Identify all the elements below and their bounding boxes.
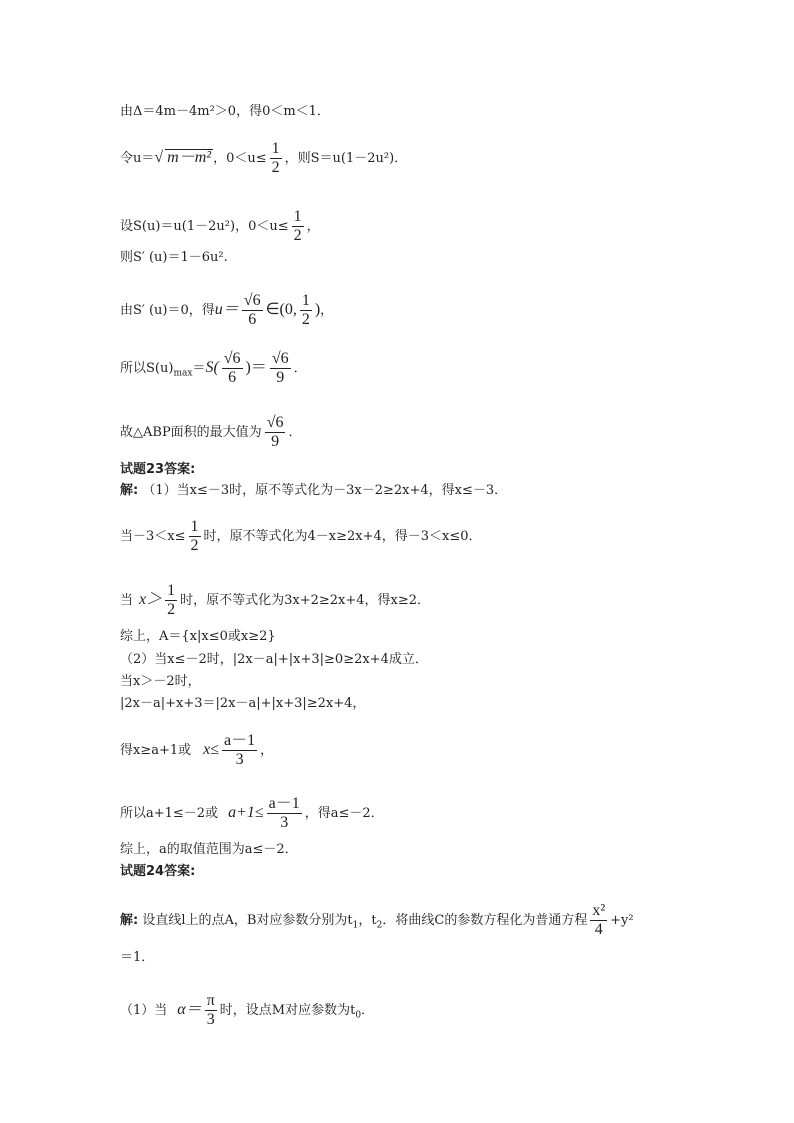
fraction xyxy=(267,795,302,832)
text-segment: 当 xyxy=(120,593,134,608)
numerator: 1 xyxy=(301,292,310,309)
text-line xyxy=(120,518,482,555)
text-segment: +y² xyxy=(610,913,634,928)
text-segment: 设S(u)＝u(1－2u²)，0＜u≤ xyxy=(120,219,289,234)
text-segment: ， xyxy=(306,219,320,234)
denominator: 2 xyxy=(301,311,310,328)
fraction xyxy=(292,208,304,245)
solution-label: 解: xyxy=(120,483,139,498)
section-heading: 试题23答案: xyxy=(120,462,196,477)
denominator: 3 xyxy=(206,1011,215,1028)
denominator: 2 xyxy=(167,601,176,618)
fraction xyxy=(165,582,177,619)
fraction xyxy=(242,292,263,329)
text-line xyxy=(120,414,301,451)
text-segment: ＝ xyxy=(192,361,206,376)
text-line xyxy=(120,140,407,177)
text-line xyxy=(120,902,634,939)
numerator: 1 xyxy=(293,208,302,225)
text-segment: 所以S(u) xyxy=(120,361,174,376)
text-segment: （1）当x≤－3时，原不等式化为－3x－2≥2x+4，得x≤－3． xyxy=(138,483,508,498)
numerator: √6 xyxy=(271,350,289,367)
fraction xyxy=(222,350,243,387)
text-segment: 时，设点M对应参数为t xyxy=(219,1003,356,1018)
text-line xyxy=(120,350,307,387)
text-line xyxy=(120,732,273,769)
radicand: m－m² xyxy=(167,149,212,166)
text-line: |2x－a|+x+3＝|2x－a|+|x+3|≥2x+4， xyxy=(120,696,366,711)
text-segment: 得x≥a+1或 xyxy=(120,743,192,758)
text-segment: ． xyxy=(361,1003,375,1018)
subscript: 2 xyxy=(376,920,383,931)
numerator: √6 xyxy=(223,350,241,367)
math-function: S( xyxy=(205,359,219,376)
text-line xyxy=(120,795,384,832)
text-line xyxy=(120,483,507,499)
numerator: x² xyxy=(592,902,606,919)
text-line: 综上，A＝{x|x≤0或x≥2} xyxy=(120,629,276,644)
math-expression: a+1≤ xyxy=(228,804,264,821)
numerator: 1 xyxy=(167,582,176,599)
numerator: √6 xyxy=(266,414,284,431)
text-segment: （1）当 xyxy=(120,1003,168,1018)
denominator: 9 xyxy=(276,369,285,386)
fraction xyxy=(205,992,217,1029)
text-segment: ． xyxy=(288,425,302,440)
fraction xyxy=(265,414,286,451)
fraction xyxy=(590,902,607,939)
text-segment: ， xyxy=(320,303,334,318)
math-symbol: ∈(0, xyxy=(265,301,297,318)
math-expression: x≤ xyxy=(203,741,220,758)
numerator: √6 xyxy=(243,292,261,309)
numerator: π xyxy=(206,992,215,1009)
text-segment: 所以a+1≤－2或 xyxy=(120,806,219,821)
text-segment: 时，原不等式化为4－x≥2x+4，得－3＜x≤0． xyxy=(203,529,482,544)
sqrt-expression: √ m－m² xyxy=(154,149,212,166)
text-line: 则S′ (u)＝1－6u². xyxy=(120,250,228,265)
subscript: 1 xyxy=(352,920,359,931)
text-segment: 设直线l上的点A，B对应参数分别为t xyxy=(138,913,353,928)
fraction xyxy=(270,140,282,177)
text-line: 由Δ＝4m－4m²＞0，得0＜m＜1． xyxy=(120,104,330,119)
text-line xyxy=(120,292,333,329)
fraction xyxy=(270,350,291,387)
text-segment: ， xyxy=(260,743,274,758)
denominator: 2 xyxy=(271,159,280,176)
math-symbol: ) xyxy=(314,301,321,318)
denominator: 3 xyxy=(235,751,244,768)
denominator: 4 xyxy=(594,921,603,938)
text-line xyxy=(120,992,374,1029)
text-segment: ，t xyxy=(358,913,377,928)
fraction xyxy=(300,292,312,329)
text-segment: 当－3＜x≤ xyxy=(120,529,186,544)
math-symbol: )＝ xyxy=(245,359,267,376)
text-line: ＝1． xyxy=(120,950,155,965)
text-segment: 令u＝ xyxy=(120,151,155,166)
subscript: 0 xyxy=(355,1010,362,1021)
numerator: a－1 xyxy=(224,732,256,749)
numerator: 1 xyxy=(271,140,280,157)
denominator: 2 xyxy=(293,227,302,244)
numerator: a－1 xyxy=(268,795,300,812)
denominator: 3 xyxy=(280,814,289,831)
text-segment: ，0＜u≤ xyxy=(213,151,267,166)
math-expression: x＞ xyxy=(139,591,163,608)
denominator: 6 xyxy=(248,311,257,328)
text-segment: 时，原不等式化为3x+2≥2x+4，得x≥2． xyxy=(180,593,431,608)
subscript: max xyxy=(173,368,193,379)
text-line: 当x＞－2时， xyxy=(120,674,201,689)
text-segment: ．将曲线C的参数方程化为普通方程 xyxy=(382,913,588,928)
math-expression: α＝ xyxy=(177,1001,202,1018)
text-segment: 故△ABP面积的最大值为 xyxy=(120,425,262,440)
text-segment: 由S′ (u)＝0，得 xyxy=(120,303,215,318)
text-line xyxy=(120,208,320,245)
fraction xyxy=(189,518,201,555)
text-line: （2）当x≤－2时，|2x－a|+|x+3|≥0≥2x+4成立． xyxy=(120,652,428,667)
section-heading: 试题24答案: xyxy=(120,864,196,879)
text-segment: ，则S＝u(1－2u²)． xyxy=(284,151,408,166)
math-variable: u＝ xyxy=(214,301,239,318)
denominator: 2 xyxy=(190,537,199,554)
numerator: 1 xyxy=(190,518,199,535)
denominator: 6 xyxy=(228,369,237,386)
denominator: 9 xyxy=(271,433,280,450)
text-segment: ． xyxy=(293,361,307,376)
text-segment: ，得a≤－2． xyxy=(304,806,384,821)
fraction xyxy=(222,732,257,769)
text-line: 综上，a的取值范围为a≤－2． xyxy=(120,842,298,857)
text-line xyxy=(120,582,430,619)
solution-label: 解: xyxy=(120,913,139,928)
